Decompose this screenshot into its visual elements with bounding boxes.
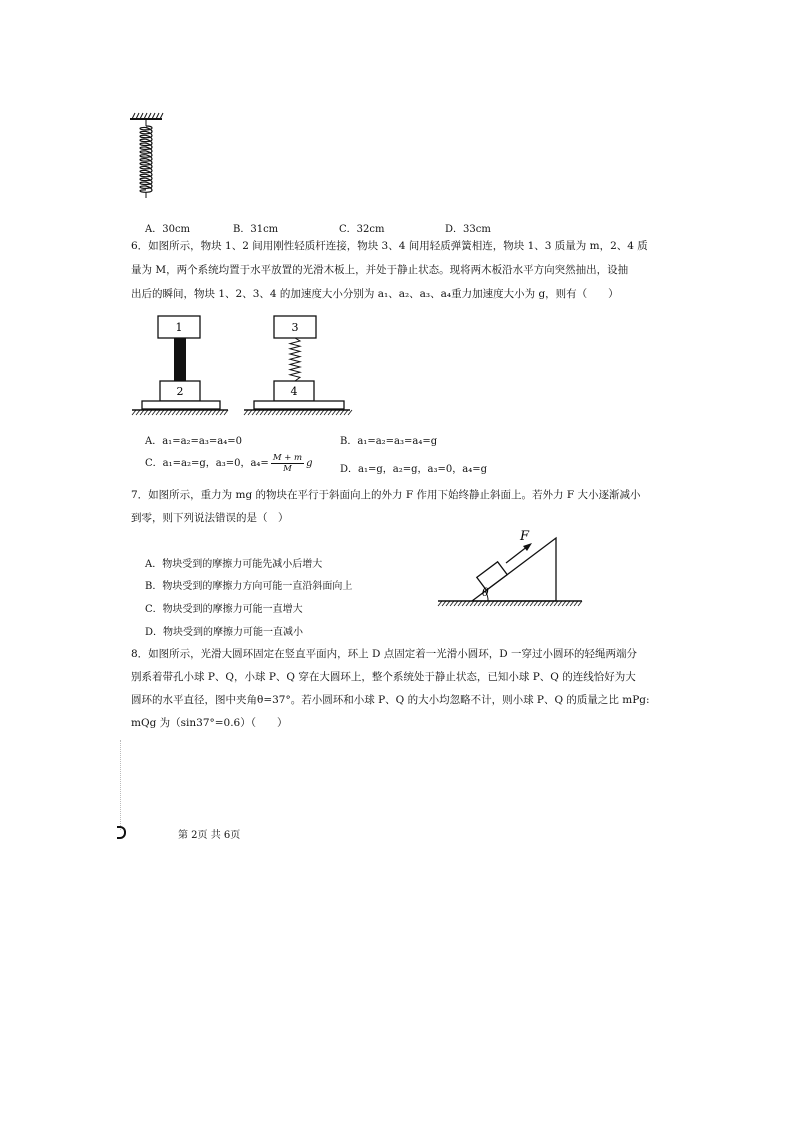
q6-option-c-suffix: g bbox=[306, 458, 313, 469]
q7-option-b: B．物块受到的摩擦力方向可能一直沿斜面向上 bbox=[145, 581, 353, 592]
hanging-spring-figure bbox=[128, 112, 168, 202]
q8-stem-line-4: mQg 为（sin37°=0.6）（ ） bbox=[131, 717, 288, 729]
page-footer: 第 2页 共 6页 bbox=[178, 830, 241, 841]
q5-option-a: A．30cm bbox=[145, 224, 191, 235]
block-4-label: 4 bbox=[290, 385, 298, 398]
binding-margin-dots bbox=[120, 740, 123, 830]
q7-option-c: C．物块受到的摩擦力可能一直增大 bbox=[145, 604, 303, 615]
q6-option-c-fraction bbox=[271, 453, 304, 474]
q6-stem-line-3: 出后的瞬间，物块 1、2、3、4 的加速度大小分别为 a₁、a₂、a₃、a₄重力加速度大小为 g，则有（ ） bbox=[131, 288, 619, 300]
q7-incline-figure bbox=[436, 528, 586, 608]
force-label: F bbox=[520, 529, 530, 544]
q6-option-c bbox=[145, 452, 313, 476]
q6-option-c-denominator: M bbox=[283, 464, 292, 474]
q5-option-b: B．31cm bbox=[233, 224, 279, 235]
q5-option-c: C．32cm bbox=[339, 224, 385, 235]
q6-blocks-figure bbox=[128, 312, 358, 422]
q6-stem-line-1: 6．如图所示，物块 1、2 间用刚性轻质杆连接，物块 3、4 间用轻质弹簧相连，物块 1、3 质量为 m，2、4 质 bbox=[131, 240, 648, 252]
q8-stem-line-1: 8．如图所示，光滑大圆环固定在竖直平面内，环上 D 点固定着一光滑小圆环，D 一穿过小圆环的轻绳两端分 bbox=[131, 648, 638, 660]
q6-option-d: D．a₁=g，a₂=g，a₃=0，a₄=g bbox=[340, 464, 487, 475]
q7-option-d: D．物块受到的摩擦力可能一直减小 bbox=[145, 627, 304, 638]
block-2-label: 2 bbox=[176, 385, 184, 398]
block-1-label: 1 bbox=[175, 321, 183, 334]
q7-option-a: A．物块受到的摩擦力可能先减小后增大 bbox=[145, 559, 323, 570]
binding-mark bbox=[117, 826, 126, 839]
angle-label: θ bbox=[482, 586, 489, 599]
q6-option-c-numerator: M + m bbox=[272, 453, 303, 463]
q7-stem-line-1: 7．如图所示，重力为 mg 的物块在平行于斜面向上的外力 F 作用下始终静止斜面上。若外力 F 大小逐渐减小 bbox=[131, 489, 641, 501]
q8-stem-line-3: 圆环的水平直径，图中夹角θ=37°。若小圆环和小球 P、Q 的大小均忽略不计，则小球 P、Q 的质量之比 mPg: bbox=[131, 694, 650, 706]
q6-option-b: B．a₁=a₂=a₃=a₄=g bbox=[340, 436, 438, 447]
q8-stem-line-2: 别系着带孔小球 P、Q，小球 P、Q 穿在大圆环上，整个系统处于静止状态，已知小球 P、Q 的连线恰好为大 bbox=[131, 671, 636, 683]
q7-stem-line-2: 到零，则下列说法错误的是（ ） bbox=[131, 512, 289, 524]
q6-stem-line-2: 量为 M，两个系统均置于水平放置的光滑木板上，并处于静止状态。现将两木板沿水平方向突然抽出，设抽 bbox=[131, 264, 629, 276]
q6-option-a: A．a₁=a₂=a₃=a₄=0 bbox=[145, 436, 242, 447]
q5-option-d: D．33cm bbox=[445, 224, 491, 235]
q6-option-c-prefix: C．a₁=a₂=g，a₃=0，a₄= bbox=[145, 458, 269, 469]
block-3-label: 3 bbox=[291, 321, 299, 334]
